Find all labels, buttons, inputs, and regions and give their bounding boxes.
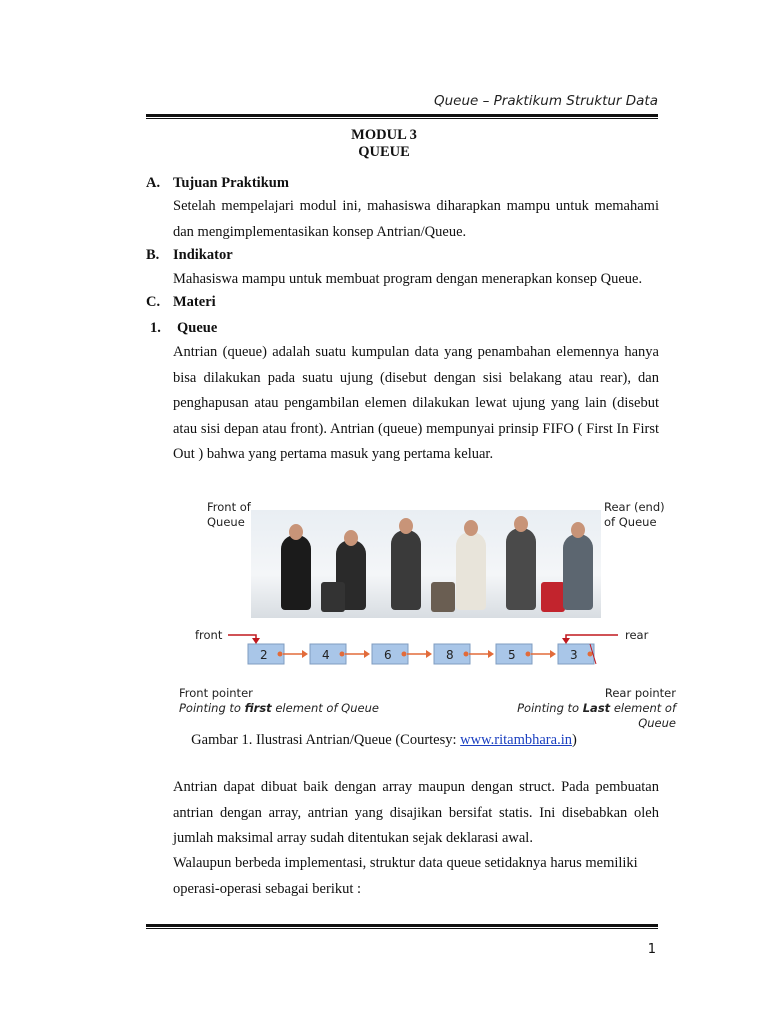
figure-caption: Gambar 1. Ilustrasi Antrian/Queue (Courtesy: www.ritambhara.in) (191, 732, 577, 748)
arrowhead-icon (550, 650, 556, 658)
footer-rule (146, 924, 658, 927)
queue-node-value: 5 (508, 648, 516, 662)
queue-node-value: 8 (446, 648, 454, 662)
subsection-1-heading: 1. Queue (150, 320, 218, 336)
queue-node-value: 6 (384, 648, 392, 662)
rear-of-queue-label: Rear (end) of Queue (604, 500, 665, 529)
footer-rule-thin (146, 928, 658, 929)
running-header: Queue – Praktikum Struktur Data (433, 93, 658, 109)
section-b-text: Mahasiswa mampu untuk membuat program dengan menerapkan konsep Queue. (173, 271, 643, 287)
node-pointer-dot (340, 652, 345, 657)
module-title: QUEUE (358, 144, 410, 160)
front-of-queue-label: Front of Queue (207, 500, 251, 529)
arrowhead-icon (302, 650, 308, 658)
node-pointer-dot (278, 652, 283, 657)
module-number: MODUL 3 (351, 127, 417, 143)
suitcase (431, 582, 455, 612)
rear-label: rear (625, 628, 649, 642)
person-figure (456, 532, 486, 610)
person-figure (391, 530, 421, 610)
front-label: front (195, 628, 223, 642)
suitcase (541, 582, 565, 612)
header-rule-thin (146, 118, 658, 119)
caption-link[interactable]: www.ritambhara.in (460, 732, 572, 748)
page-number: 1 (647, 942, 656, 957)
queue-node-value: 4 (322, 648, 330, 662)
person-figure (506, 528, 536, 610)
arrowhead-icon (488, 650, 494, 658)
section-b-heading: B. Indikator (146, 247, 233, 263)
header-rule (146, 114, 658, 117)
arrowhead-icon (364, 650, 370, 658)
suitcase (321, 582, 345, 612)
section-a-heading: A. Tujuan Praktikum (146, 175, 289, 191)
body-paragraph-2: Walaupun berbeda implementasi, struktur data queue setidaknya harus memiliki operasi-operasi sebagai berikut : (173, 855, 638, 897)
queue-node-value: 2 (260, 648, 268, 662)
arrowhead-icon (252, 638, 260, 644)
queue-illustration (173, 492, 685, 730)
subsection-1-text: Antrian (queue) adalah suatu kumpulan data yang penambahan elemennya hanya bisa dilakukan pada suatu ujung (disebut dengan sisi belakang atau rear), dan penghapusan atau pengambilan elemen dilakukan lewat ujung yang lain (disebut atau sisi depan atau front). Antrian (queue) mempunyai prinsip FIFO ( First In First Out ) bahwa yang pertama masuk yang pertama keluar. (173, 344, 659, 462)
body-paragraph-1: Antrian dapat dibuat baik dengan array maupun dengan struct. Pada pembuatan antrian dengan array, antrian yang disajikan bersifat statis. Ini disebabkan oleh jumlah maksimal array sudah ditentukan sejak deklarasi awal. (173, 779, 659, 846)
rear-pointer-label: Rear pointer Pointing to Last element of Queue (490, 686, 676, 731)
rear-pointer-arrow (566, 635, 618, 639)
node-pointer-dot (588, 652, 593, 657)
node-pointer-dot (464, 652, 469, 657)
front-pointer-arrow (228, 635, 256, 639)
queue-node-value: 3 (570, 648, 578, 662)
person-figure (563, 534, 593, 610)
front-pointer-label: Front pointer Pointing to first element of Queue (179, 686, 379, 715)
section-a-text: Setelah mempelajari modul ini, mahasiswa diharapkan mampu untuk memahami dan mengimplementasikan konsep Antrian/Queue. (173, 198, 659, 240)
rear-pointer-desc: Pointing to Last element of Queue (517, 701, 676, 730)
arrowhead-icon (562, 638, 570, 644)
queue-photo (251, 510, 601, 618)
front-pointer-desc: Pointing to first element of Queue (179, 701, 379, 715)
arrowhead-icon (426, 650, 432, 658)
section-c-heading: C. Materi (146, 294, 216, 310)
node-pointer-dot (402, 652, 407, 657)
person-figure (281, 535, 311, 610)
node-pointer-dot (526, 652, 531, 657)
